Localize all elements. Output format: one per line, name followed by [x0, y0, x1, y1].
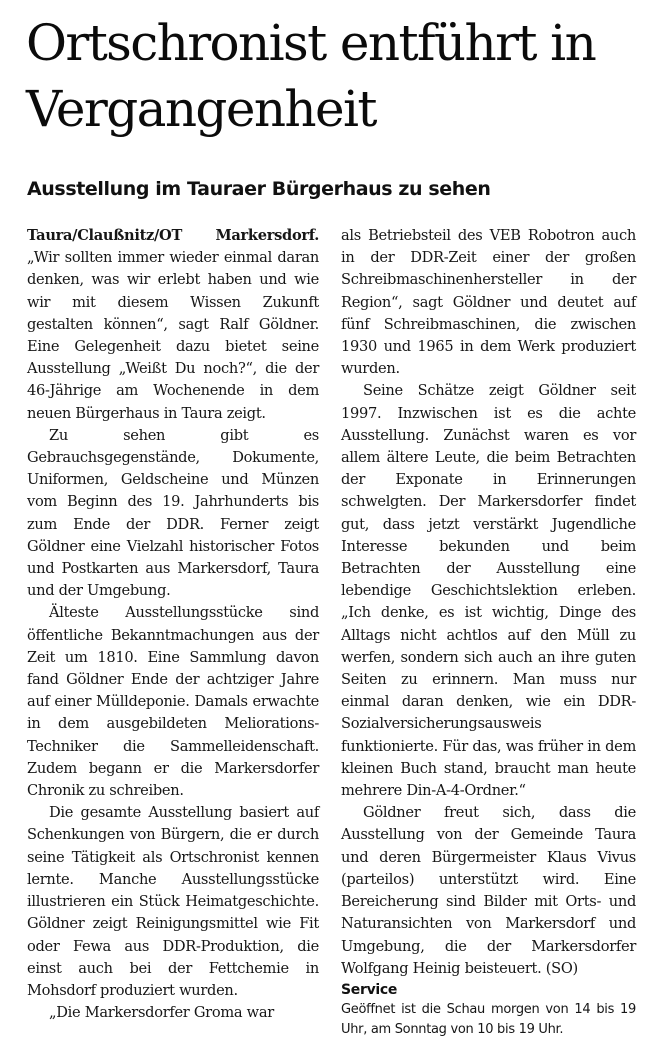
- article-paragraph: „Die Markersdorfer Groma war: [49, 1004, 274, 1022]
- article-paragraph: als Betriebsteil des VEB Robotron auch in der DDR-Zeit einer der großen Schreibmaschinenhersteller in der Region“, sagt Göldner und deutet auf fünf Schreibmaschinen, die zwischen 1930 und 1965 in dem Werk produziert wurden.: [341, 227, 636, 378]
- paragraph-text: „Wir sollten immer wieder einmal daran denken, was wir erlebt haben und wie wir mit diesem Wissen Zukunft gestalten können“, sagt Ralf Göldner. Eine Gelegenheit dazu bietet seine Ausstellung „Weißt Du noch?“, die der 46-Jährige am Wochenende in dem neuen Bürgerhaus in Taura zeigt.: [27, 249, 319, 422]
- article-column-left: [27, 225, 319, 1024]
- subheadline: Ausstellung im Tauraer Bürgerhaus zu sehen: [27, 178, 491, 200]
- article-column-right: [341, 225, 636, 1040]
- article-paragraph: Zu sehen gibt es Gebrauchsgegenstände, Dokumente, Uniformen, Geldscheine und Münzen vom Beginn des 19. Jahrhunderts bis zum Ende der DDR. Ferner zeigt Göldner eine Vielzahl historischer Fotos und Postkarten aus Markersdorf, Taura und der Umgebung.: [27, 426, 319, 600]
- article-paragraph: Seine Schätze zeigt Göldner seit 1997. Inzwischen ist es die achte Ausstellung. Zunächst waren es vor allem ältere Leute, die beim Betrachten der Exponate in Erinnerungen schwelgten. Der Markersdorfer findet gut, dass jetzt verstärkt Jugendliche Interesse bekunden und beim Betrachten der Ausstellung eine lebendige Geschichtslektion erleben. „Ich denke, es ist wichtig, Dinge des Alltags nicht achtlos auf den Müll zu werfen, sondern sich auch an ihre guten Seiten zu erinnern. Man muss nur einmal daran denken, wie ein DDR-Sozialversicherungsausweis funktionierte. Für das, was früher in dem kleinen Buch stand, braucht man heute mehrere Din-A-4-Ordner.“: [341, 382, 636, 800]
- article-paragraph: Die gesamte Ausstellung basiert auf Schenkungen von Bürgern, die er durch seine Tätigkeit als Ortschronist kennen lernte. Manche Ausstellungsstücke illustrieren ein Stück Heimatgeschichte. Göldner zeigt Reinigungsmittel wie Fit oder Fewa aus DDR-Produktion, die einst auch bei der Fettchemie in Mohsdorf produziert wurden.: [27, 804, 319, 999]
- service-text: Geöffnet ist die Schau morgen von 14 bis 19 Uhr, am Sonntag von 10 bis 19 Uhr.: [341, 1001, 636, 1037]
- article-paragraph: Göldner freut sich, dass die Ausstellung von der Gemeinde Taura und deren Bürgermeister Klaus Vivus (parteilos) unterstützt wird. Eine Bereicherung sind Bilder mit Orts- und Naturansichten von Markersdorf und Umgebung, die der Markersdorfer Wolfgang Heinig beisteuert. (SO): [341, 804, 636, 977]
- article-paragraph: [27, 225, 319, 425]
- service-heading: Service: [341, 981, 398, 998]
- article-paragraph: Älteste Ausstellungsstücke sind öffentliche Bekanntmachungen aus der Zeit um 1810. Eine Sammlung davon fand Göldner Ende der achtziger Jahre auf einer Mülldeponie. Damals erwachte in dem ausgebildeten Meliorations-Techniker die Sammelleidenschaft. Zudem begann er die Markersdorfer Chronik zu schreiben.: [27, 604, 319, 800]
- dateline: Taura/Claußnitz/OT Markersdorf.: [27, 227, 319, 244]
- headline: Ortschronist entführt in Vergangenheit: [26, 14, 596, 138]
- service-box: [341, 980, 636, 1040]
